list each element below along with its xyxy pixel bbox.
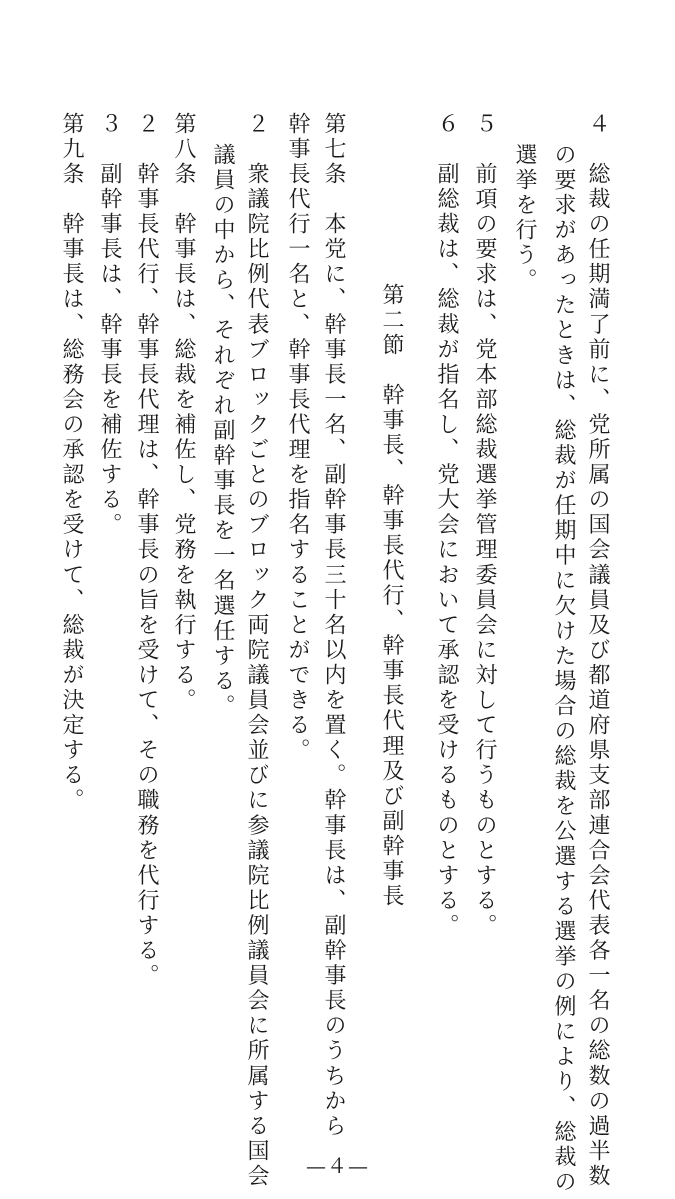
text-column-3: 選挙を行う。 bbox=[512, 143, 537, 294]
text-column-10: 議員の中から、それぞれ副幹事長を一名選任する。 bbox=[210, 143, 235, 720]
text-column-8: 幹事長代行一名と、幹事長代理を指名することができる。 bbox=[285, 112, 310, 764]
text-column-4: ５ 前項の要求は、党本部総裁選挙管理委員会に対して行うものとする。 bbox=[472, 112, 497, 939]
text-column-5: ６ 副総裁は、総裁が指名し、党大会において承認を受けるものとする。 bbox=[434, 112, 459, 939]
section-heading: 第二節 幹事長、幹事長代行、幹事長代理及び副幹事長 bbox=[379, 283, 404, 910]
text-column-1: ４ 総裁の任期満了前に、党所属の国会議員及び都道府県支部連合会代表各一名の総数の過半数 bbox=[585, 112, 610, 1190]
text-column-14: 第九条 幹事長は、総務会の承認を受けて、総裁が決定する。 bbox=[59, 112, 84, 814]
text-column-2: の要求があったときは、総裁が任期中に欠けた場合の総裁を公選する選挙の例により、総裁の bbox=[551, 143, 576, 1196]
text-column-7: 第七条 本党に、幹事長一名、副幹事長三十名以内を置く。幹事長は、副幹事長のうちから bbox=[321, 112, 346, 1140]
page-number: —４— bbox=[306, 1154, 369, 1178]
text-column-13: ３ 副幹事長は、幹事長を補佐する。 bbox=[97, 112, 122, 538]
text-column-11: 第八条 幹事長は、総裁を補佐し、党務を執行する。 bbox=[171, 112, 196, 714]
text-column-9: ２ 衆議院比例代表ブロックごとのブロック両院議員会並びに参議院比例議員会に所属する国会 bbox=[244, 112, 269, 1190]
text-column-12: ２ 幹事長代行、幹事長代理は、幹事長の旨を受けて、その職務を代行する。 bbox=[134, 112, 159, 989]
